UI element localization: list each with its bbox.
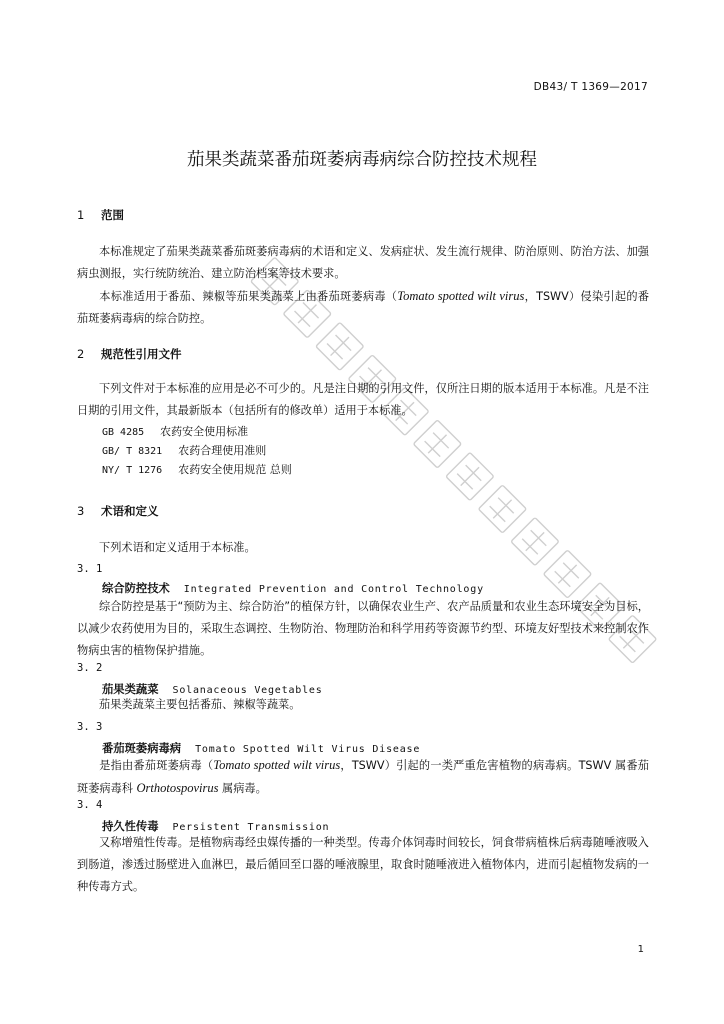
- section-number: 1: [77, 208, 85, 222]
- term-number: 3. 3: [77, 721, 103, 733]
- document-number: DB43/ T 1369—2017: [533, 81, 648, 93]
- term-definition: 综合防控是基于“预防为主、综合防治”的植保方针，以确保农业生产、农产品质量和农业生态环境安全为目标，以减少农药使用为目的，采取生态调控、生物防治、物理防治和科学用药等资源节约型、环境友好型技术来控制农作物病虫害的植物保护措施。: [77, 600, 649, 657]
- term-heading: 番茄斑萎病毒病 Tomato Spotted Wilt Virus Disease: [102, 742, 421, 755]
- document-title: 茄果类蔬菜番茄斑萎病毒病综合防控技术规程: [187, 150, 537, 170]
- term-definition: 茄果类蔬菜主要包括番茄、辣椒等蔬菜。: [99, 698, 301, 711]
- reference-item: GB 4285 农药安全使用标准: [102, 425, 249, 438]
- reference-item: NY/ T 1276 农药安全使用规范 总则: [102, 463, 292, 476]
- term-definition: 是指由番茄斑萎病毒（Tomato spotted wilt virus，TSWV）引起的一类严重危害植物的病毒病。TSWV 属番茄斑萎病毒科 Orthotospovirus 属病毒。: [77, 758, 649, 795]
- section-number: 2: [77, 347, 85, 361]
- section-title: 术语和定义: [101, 504, 159, 518]
- section-1-heading: [77, 207, 124, 223]
- section-3-intro: 下列术语和定义适用于本标准。: [99, 541, 256, 554]
- section-number: 3: [77, 504, 85, 518]
- page-number: 1: [637, 944, 644, 955]
- section-2-intro: 下列文件对于本标准的应用是必不可少的。凡是注日期的引用文件，仅所注日期的版本适用于本标准。凡是不注日期的引用文件，其最新版本（包括所有的修改单）适用于本标准。: [77, 382, 649, 417]
- term-number: 3. 1: [77, 563, 103, 575]
- term-heading: 综合防控技术 Integrated Prevention and Control Technology: [102, 582, 484, 595]
- term-heading: 茄果类蔬菜 Solanaceous Vegetables: [102, 683, 323, 696]
- section-3-heading: [77, 503, 159, 519]
- reference-item: GB/ T 8321 农药合理使用准则: [102, 444, 267, 457]
- section-1-paragraph-2: 本标准适用于番茄、辣椒等茄果类蔬菜上由番茄斑萎病毒（Tomato spotted wilt virus，TSWV）侵染引起的番茄斑萎病毒病的综合防控。: [77, 289, 650, 325]
- section-2-heading: [77, 346, 182, 362]
- term-number: 3. 2: [77, 662, 103, 674]
- term-definition: 又称增殖性传毒。是植物病毒经虫媒传播的一种类型。传毒介体饲毒时间较长，饲食带病植株后病毒随唾液吸入到肠道，渗透过肠壁进入血淋巴，最后循回至口器的唾液腺里，取食时随唾液进入植物体内，进而引起植物发病的一种传毒方式。: [77, 836, 649, 893]
- section-title: 范围: [101, 208, 125, 222]
- watermark-glyph: [413, 420, 461, 468]
- section-title: 规范性引用文件: [101, 347, 182, 361]
- term-heading: 持久性传毒 Persistent Transmission: [102, 820, 330, 833]
- section-1-paragraph-1: 本标准规定了茄果类蔬菜番茄斑萎病毒病的术语和定义、发病症状、发生流行规律、防治原则、防治方法、加强病虫测报，实行统防统治、建立防治档案等技术要求。: [77, 245, 649, 280]
- watermark-glyph: [478, 485, 526, 533]
- term-number: 3. 4: [77, 799, 103, 811]
- watermark-glyph: [446, 452, 494, 500]
